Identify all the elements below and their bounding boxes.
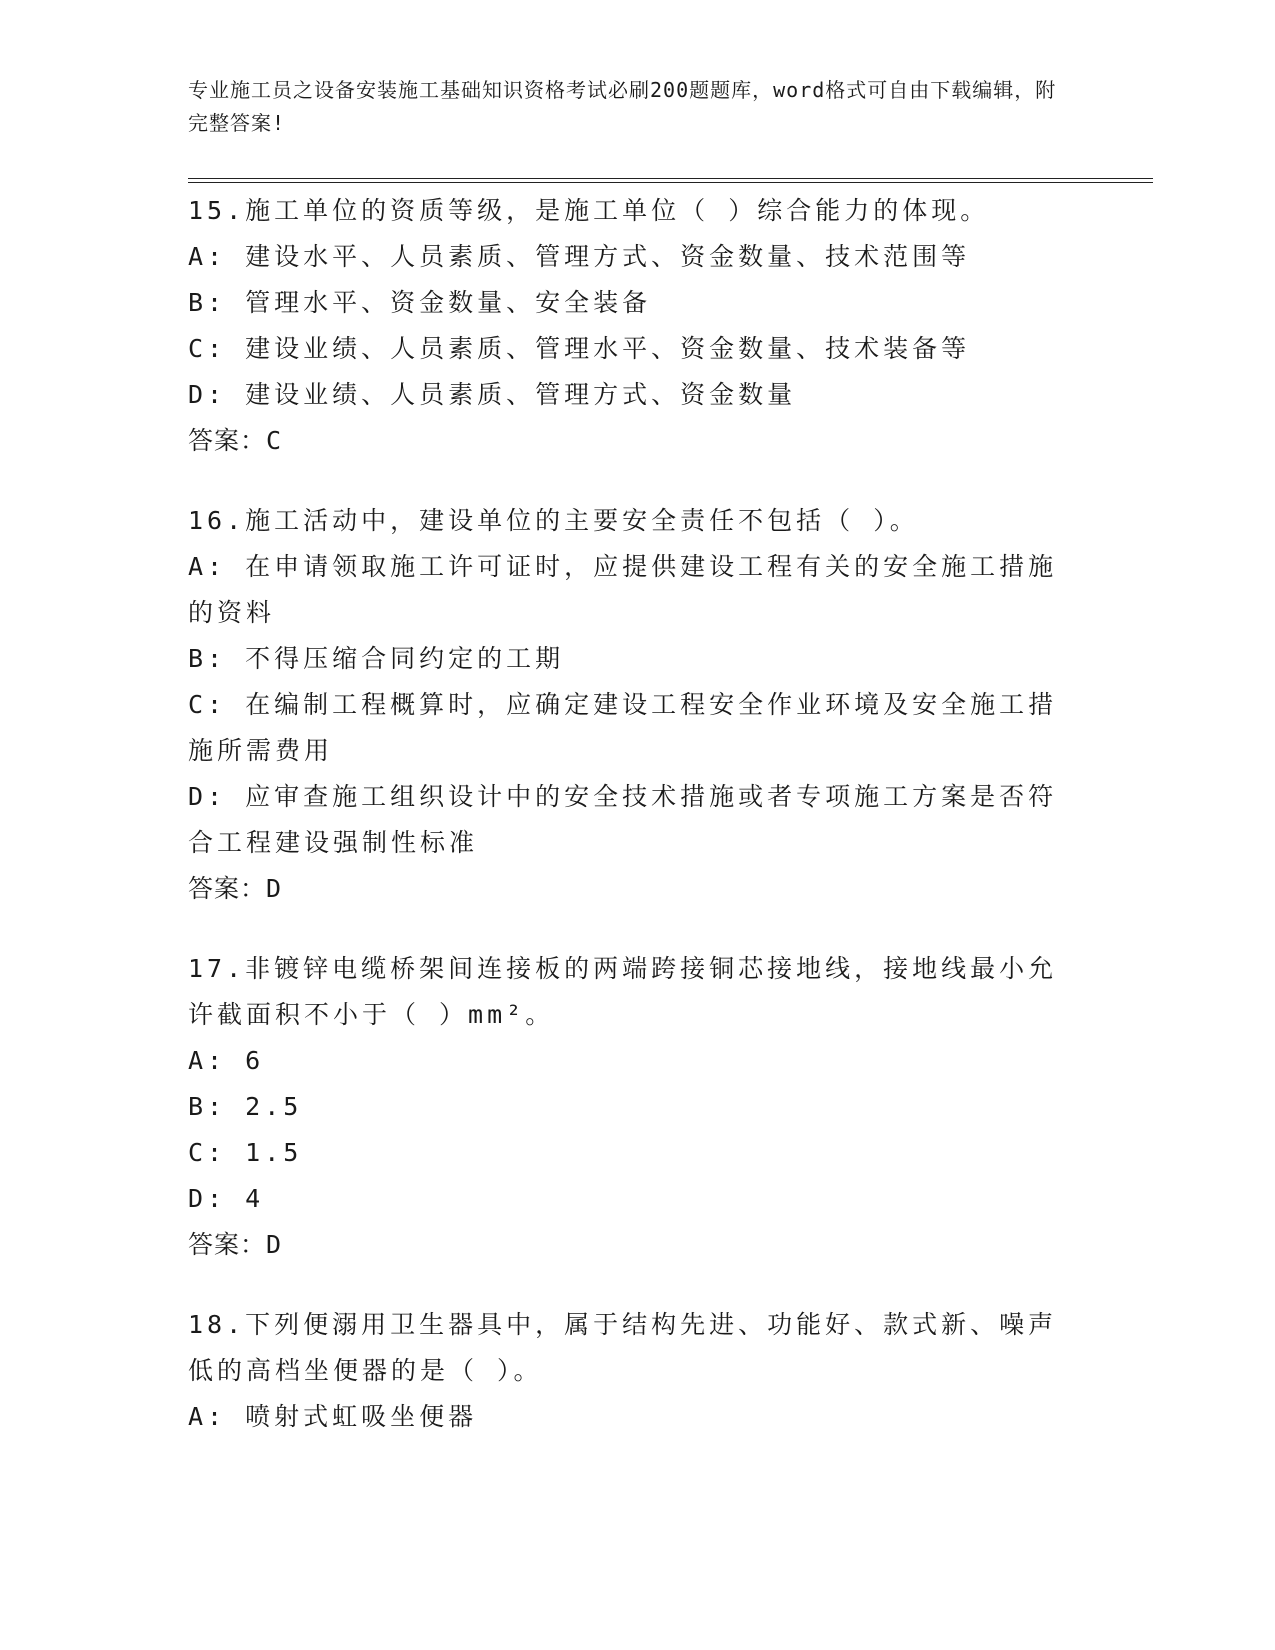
document-title: 专业施工员之设备安装施工基础知识资格考试必刷200题题库，word格式可自由下载编辑，附完整答案! xyxy=(188,78,1057,135)
option-c: C: 建设业绩、人员素质、管理水平、资金数量、技术装备等 xyxy=(188,334,971,363)
option-b: B: 管理水平、资金数量、安全装备 xyxy=(188,288,652,317)
answer-value: C xyxy=(266,426,283,455)
question-list xyxy=(188,188,1083,1474)
option-d: D: 4 xyxy=(188,1184,265,1213)
answer-label: 答案： xyxy=(188,1230,267,1259)
option-a: A: 在申请领取施工许可证时，应提供建设工程有关的安全施工措施的资料 xyxy=(188,552,1058,627)
answer-label: 答案： xyxy=(188,874,267,903)
page-header xyxy=(188,74,1068,140)
answer-line xyxy=(188,866,1083,912)
question-18 xyxy=(188,1302,1083,1440)
option-d: D: 建设业绩、人员素质、管理方式、资金数量 xyxy=(188,380,797,409)
option-b: B: 不得压缩合同约定的工期 xyxy=(188,644,565,673)
option-a: A: 6 xyxy=(188,1046,265,1075)
question-stem: 15.施工单位的资质等级，是施工单位（ ）综合能力的体现。 xyxy=(188,196,990,225)
header-rule-bottom xyxy=(188,182,1153,183)
option-a: A: 建设水平、人员素质、管理方式、资金数量、技术范围等 xyxy=(188,242,971,271)
answer-line xyxy=(188,1222,1083,1268)
question-stem: 17.非镀锌电缆桥架间连接板的两端跨接铜芯接地线，接地线最小允许截面积不小于（ ）mm²。 xyxy=(188,954,1058,1029)
option-c: C: 在编制工程概算时，应确定建设工程安全作业环境及安全施工措施所需费用 xyxy=(188,690,1058,765)
answer-label: 答案： xyxy=(188,426,267,455)
answer-line xyxy=(188,418,1083,464)
option-c: C: 1.5 xyxy=(188,1138,303,1167)
option-b: B: 2.5 xyxy=(188,1092,303,1121)
question-16 xyxy=(188,498,1083,912)
question-stem: 16.施工活动中，建设单位的主要安全责任不包括（ ）。 xyxy=(188,506,919,535)
answer-value: D xyxy=(266,874,283,903)
header-rule-top xyxy=(188,178,1153,179)
question-stem: 18.下列便溺用卫生器具中，属于结构先进、功能好、款式新、噪声低的高档坐便器的是（ ）。 xyxy=(188,1310,1058,1385)
question-17 xyxy=(188,946,1083,1268)
option-a: A: 喷射式虹吸坐便器 xyxy=(188,1402,478,1431)
answer-value: D xyxy=(266,1230,283,1259)
option-d: D: 应审查施工组织设计中的安全技术措施或者专项施工方案是否符合工程建设强制性标准 xyxy=(188,782,1058,857)
question-15 xyxy=(188,188,1083,464)
